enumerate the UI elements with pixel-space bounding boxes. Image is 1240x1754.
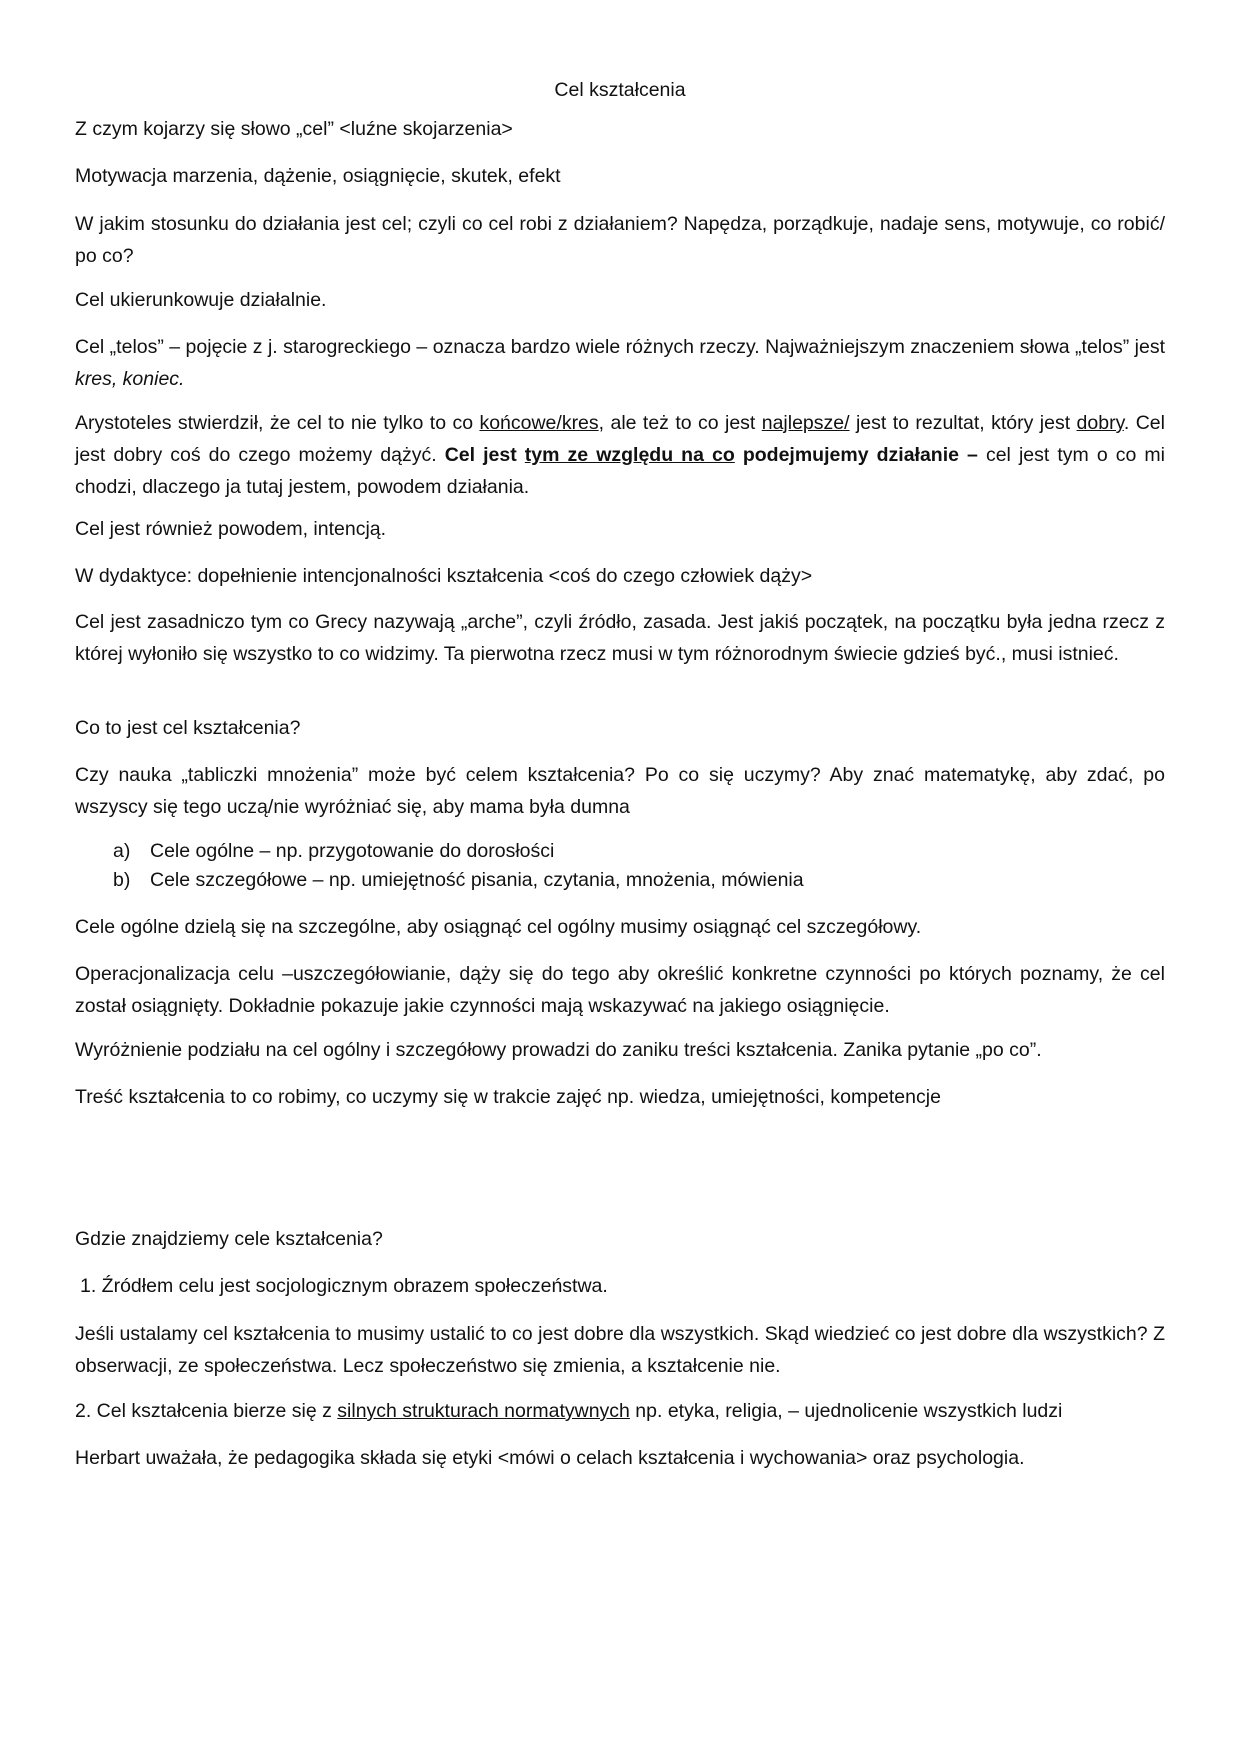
aristotle-text-3: jest to rezultat, który jest bbox=[849, 412, 1077, 434]
paragraph-telos bbox=[75, 331, 1165, 395]
paragraph-didactics: W dydaktyce: dopełnienie intencjonalności kształcenia <coś do czego człowiek dąży> bbox=[75, 565, 813, 587]
paragraph-division-effect: Wyróżnienie podziału na cel ogólny i szczegółowy prowadzi do zaniku treści kształcenia. Zanika pytanie „po co”. bbox=[75, 1039, 1042, 1061]
paragraph-source-sociological: 1. Źródłem celu jest socjologicznym obrazem społeczeństwa. bbox=[80, 1275, 608, 1297]
paragraph-reason-intention: Cel jest również powodem, intencją. bbox=[75, 518, 387, 540]
paragraph-question-goal: Co to jest cel kształcenia? bbox=[75, 717, 301, 739]
aristotle-text-2: , ale też to co jest bbox=[598, 412, 762, 434]
paragraph-general-divide: Cele ogólne dzielą się na szczególne, aby osiągnąć cel ogólny musimy osiągnąć cel szczegółowy. bbox=[75, 916, 922, 938]
paragraph-operationalization: Operacjonalizacja celu –uszczegółowianie, dąży się do tego aby określić konkretne czynności po których poznamy, że cel został osiągnięty. Dokładnie pokazuje jakie czynności mają wskazywać na jakiego osiągnięcie. bbox=[75, 963, 1165, 1017]
paragraph-good-for-all: Jeśli ustalamy cel kształcenia to musimy ustalić to co jest dobre dla wszystkich. Skąd wiedzieć co jest dobre dla wszystkich? Z obserwacji, ze społeczeństwa. Lecz społeczeństwo się zmienia, a kształcenie nie. bbox=[75, 1323, 1165, 1377]
telos-emphasis: kres, koniec. bbox=[75, 368, 185, 390]
aristotle-bold-underline: tym ze względu na co bbox=[524, 444, 735, 466]
paragraph-aristotle bbox=[75, 407, 1165, 503]
list-marker: b) bbox=[113, 869, 131, 891]
aristotle-text-4: . Cel jest dobry coś do czego możemy dążyć. bbox=[75, 412, 1165, 466]
paragraph-directs-activity: Cel ukierunkowuje działalnie. bbox=[75, 289, 327, 311]
paragraph-normative-structures bbox=[75, 1395, 1165, 1427]
aristotle-underline-2: najlepsze/ bbox=[761, 412, 850, 434]
paragraph-herbart: Herbart uważała, że pedagogika składa się etyki <mówi o celach kształcenia i wychowania> oraz psychologia. bbox=[75, 1447, 1025, 1469]
page-title: Cel kształcenia bbox=[554, 79, 686, 101]
paragraph-multiplication-table: Czy nauka „tabliczki mnożenia” może być celem kształcenia? Po co się uczymy? Aby znać matematykę, aby zdać, po wszyscy się tego uczą/nie wyróżniać się, aby mama była dumna bbox=[75, 764, 1165, 818]
paragraph-arche: Cel jest zasadniczo tym co Grecy nazywają „arche”, czyli źródło, zasada. Jest jakiś początek, na początku była jedna rzecz z której wyłoniło się wszystko to co widzimy. Ta pierwotna rzecz musi w tym różnorodnym świecie gdzieś być., musi istnieć. bbox=[75, 611, 1165, 665]
paragraph-content-of-education: Treść kształcenia to co robimy, co uczymy się w trakcie zajęć np. wiedza, umiejętności, kompetencje bbox=[75, 1086, 941, 1108]
normative-text-1: 2. Cel kształcenia bierze się z bbox=[75, 1400, 338, 1422]
aristotle-underline-3: dobry bbox=[1076, 412, 1124, 434]
list-item-general-goals bbox=[113, 835, 554, 867]
paragraph-motivation: Motywacja marzenia, dążenie, osiągnięcie, skutek, efekt bbox=[75, 165, 561, 187]
aristotle-bold-2: podejmujemy działanie – bbox=[734, 444, 978, 466]
list-item-text: Cele ogólne – np. przygotowanie do dorosłości bbox=[150, 840, 555, 862]
list-item-specific-goals bbox=[113, 864, 804, 896]
normative-text-2: np. etyka, religia, – ujednolicenie wszystkich ludzi bbox=[629, 1400, 1063, 1422]
aristotle-underline-1: końcowe/kres bbox=[479, 412, 599, 434]
normative-underline: silnych strukturach normatywnych bbox=[337, 1400, 630, 1422]
aristotle-text-1: Arystoteles stwierdził, że cel to nie tylko to co bbox=[75, 412, 480, 434]
paragraph-associations: Z czym kojarzy się słowo „cel” <luźne skojarzenia> bbox=[75, 118, 513, 140]
aristotle-bold-1: Cel jest bbox=[444, 444, 525, 466]
list-marker: a) bbox=[113, 840, 131, 862]
paragraph-relation-to-action: W jakim stosunku do działania jest cel; czyli co cel robi z działaniem? Napędza, porządkuje, nadaje sens, motywuje, co robić/ po co? bbox=[75, 213, 1165, 267]
telos-text: Cel „telos” – pojęcie z j. starogreckiego – oznacza bardzo wiele różnych rzeczy. Najważniejszym znaczeniem słowa „telos” jest bbox=[75, 336, 1165, 358]
list-item-text: Cele szczegółowe – np. umiejętność pisania, czytania, mnożenia, mówienia bbox=[150, 869, 804, 891]
aristotle-text-5: cel jest tym o co mi chodzi, dlaczego ja tutaj jestem, powodem działania. bbox=[75, 444, 1165, 498]
paragraph-where-goals: Gdzie znajdziemy cele kształcenia? bbox=[75, 1228, 383, 1250]
